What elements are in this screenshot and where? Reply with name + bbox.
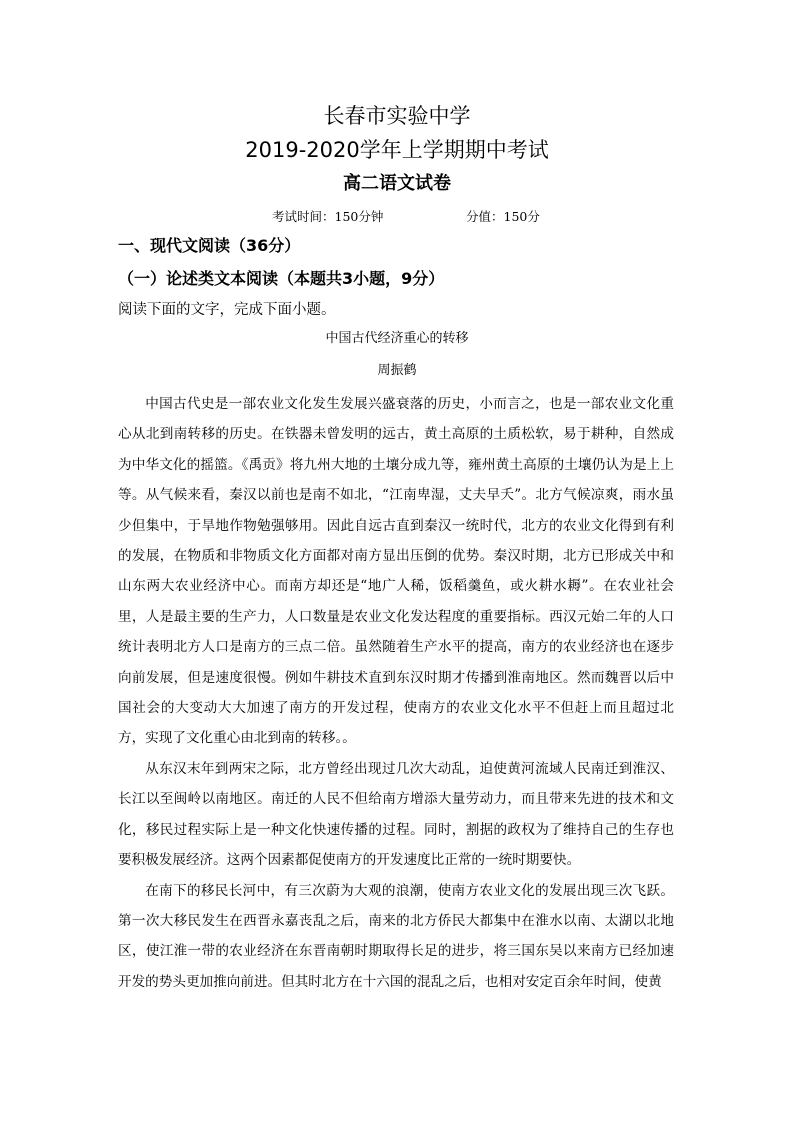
exam-time: 考试时间：150分钟 (272, 209, 384, 224)
exam-score: 分值：150分 (466, 209, 540, 224)
article-body (118, 389, 674, 997)
exam-term: 2019-2020学年上学期期中考试 (245, 138, 549, 162)
school-name: 长春市实验中学 (323, 104, 471, 128)
section-heading: 一、现代文阅读（36分） (118, 236, 301, 255)
article-title: 中国古代经济重心的转移 (325, 331, 469, 346)
exam-title: 高二语文试卷 (343, 173, 451, 194)
paragraph: 在南下的移民长河中，有三次蔚为大观的浪潮，使南方农业文化的发展出现三次飞跃。第一次大移民发生在西晋永嘉丧乱之后，南来的北方侨民大都集中在淮水以南、太湖以北地区，使江淮一带的农业经济在东晋南朝时期取得长足的进步，将三国东吴以来南方已经加速开发的势头更加推向前进。但其时北方在十六国的混乱之后，也相对安定百余年时间，使黄 (118, 882, 674, 990)
article-author: 周振鹤 (377, 363, 417, 378)
paragraph: 中国古代史是一部农业文化发生发展兴盛衰落的历史，小而言之，也是一部农业文化重心从北到南转移的历史。在铁器未曾发明的远古，黄土高原的土质松软，易于耕种，自然成为中华文化的摇篮。《禹贡》将九州大地的土壤分成九等，雍州黄土高原的土壤仍认为是上上等。从气候来看，秦汉以前也是南不如北，“江南卑湿，丈夫早夭”。北方气候凉爽，雨水虽少但集中，于旱地作物勉强够用。因此自远古直到秦汉一统时代，北方的农业文化得到有利的发展，在物质和非物质文化方面都对南方显出压倒的优势。秦汉时期，北方已形成关中和山东两大农业经济中心。而南方却还是“地广人稀，饭稻羹鱼，或火耕水耨”。在农业社会里，人是最主要的生产力，人口数量是农业文化发达程度的重要指标。西汉元始二年的人口统计表明北方人口是南方的三点二倍。虽然随着生产水平的提高，南方的农业经济也在逐步向前发展，但是速度很慢。例如牛耕技术直到东汉时期才传播到淮南地区。然而魏晋以后中国社会的大变动大大加速了南方的开发过程，使南方的农业文化水平不但赶上而且超过北方，实现了文化重心由北到南的转移。。 (118, 396, 674, 747)
reading-instruction: 阅读下面的文字，完成下面小题。 (118, 302, 336, 318)
paragraph: 从东汉末年到两宋之际，北方曾经出现过几次大动乱，迫使黄河流域人民南迁到淮汉、长江以至闽岭以南地区。南迁的人民不但给南方增添大量劳动力，而且带来先进的技术和文化，移民过程实际上是一种文化快速传播的过程。同时，割据的政权为了维持自己的生存也要积极发展经济。这两个因素都促使南方的开发速度比正常的一统时期要快。 (118, 760, 674, 869)
subsection-heading: （一）论述类文本阅读（本题共3小题，9分） (118, 269, 445, 288)
